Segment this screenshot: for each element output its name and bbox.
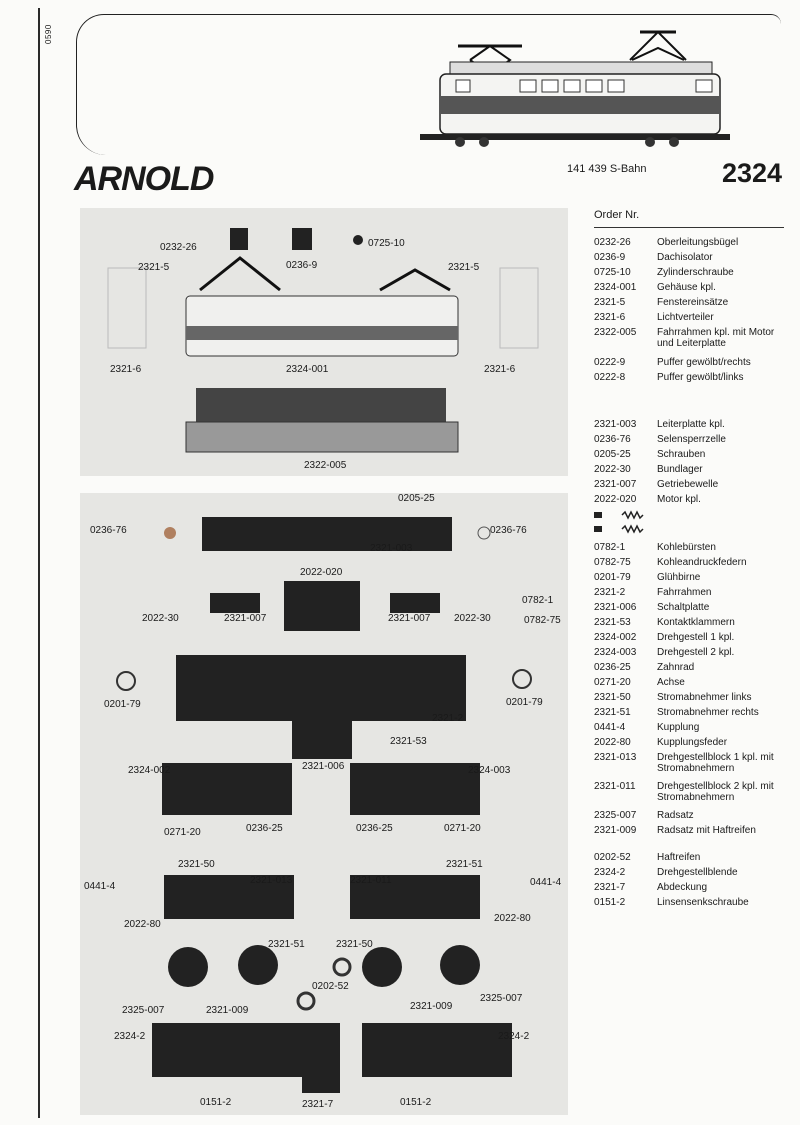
- part-label: 2321-5: [138, 262, 170, 273]
- part-label: 2324-2: [114, 1031, 146, 1042]
- part-description: Drehgestell 2 kpl.: [657, 647, 735, 658]
- exploded-view-body: [80, 208, 568, 476]
- order-number: 0205-25: [594, 449, 631, 460]
- order-number: 2321-2: [594, 587, 626, 598]
- order-number: 2321-011: [594, 781, 636, 792]
- part-label: 2321-50: [336, 939, 373, 950]
- part-description: Getriebewelle: [657, 479, 719, 490]
- part-label: 2321-6: [110, 364, 142, 375]
- order-number: 2321-53: [594, 617, 631, 628]
- part-label: 0202-52: [312, 981, 349, 992]
- part-description: Dachisolator: [657, 252, 713, 263]
- order-number: 2324-002: [594, 632, 637, 643]
- order-number: 2321-51: [594, 707, 631, 718]
- order-number: 0782-75: [594, 557, 631, 568]
- part-description: Glühbirne: [657, 572, 701, 583]
- part-description: Drehgestell 1 kpl.: [657, 632, 735, 643]
- part-label: 2321-51: [268, 939, 305, 950]
- locomotive-illustration: [400, 24, 730, 150]
- part-label: 2022-80: [124, 919, 161, 930]
- part-description: Zylinderschraube: [657, 267, 734, 278]
- part-description: Lichtverteiler: [657, 312, 714, 323]
- brand-logo: ARNOLD: [74, 160, 214, 198]
- part-label: 2022-30: [454, 613, 491, 624]
- part-label: 2022-020: [300, 567, 343, 578]
- order-number: 2022-30: [594, 464, 631, 475]
- part-label: 0151-2: [200, 1097, 232, 1108]
- order-number: 2321-007: [594, 479, 637, 490]
- part-description: Linsensenkschraube: [657, 897, 749, 908]
- order-number: 2324-001: [594, 282, 637, 293]
- part-label: 2325-007: [480, 993, 523, 1004]
- part-label: 2321-007: [224, 613, 267, 624]
- part-label: 2022-80: [494, 913, 531, 924]
- part-description: Motor kpl.: [657, 494, 701, 505]
- part-label: 2321-6: [484, 364, 516, 375]
- order-number: 2022-80: [594, 737, 631, 748]
- part-label: 0441-4: [84, 881, 116, 892]
- order-number: 0236-9: [594, 252, 626, 263]
- order-list-title: Order Nr.: [594, 209, 640, 221]
- part-label: 0236-76: [490, 525, 527, 536]
- order-number: 0202-52: [594, 852, 631, 863]
- order-number: 2321-7: [594, 882, 626, 893]
- order-number: 0782-1: [594, 542, 626, 553]
- exploded-view-chassis: [80, 493, 568, 1115]
- part-label: 2321-51: [446, 859, 483, 870]
- order-number: 0236-25: [594, 662, 631, 673]
- order-number: 0271-20: [594, 677, 631, 688]
- order-number: 2322-005: [594, 327, 637, 338]
- order-number: 2324-2: [594, 867, 626, 878]
- part-label: 2325-007: [122, 1005, 165, 1016]
- part-description: Puffer gewölbt/links: [657, 372, 744, 383]
- order-number: 0232-26: [594, 237, 631, 248]
- part-description: Schaltplatte: [657, 602, 710, 613]
- part-label: 2324-003: [468, 765, 511, 776]
- part-label: 0782-75: [524, 615, 561, 626]
- order-number: 2325-007: [594, 810, 637, 821]
- part-label: 0201-79: [104, 699, 141, 710]
- part-description: Drehgestellblock 2 kpl. mit Stromabnehmern: [657, 781, 774, 803]
- part-label: 0725-10: [368, 238, 405, 249]
- document-code: 0590: [44, 24, 53, 44]
- part-description: Stromabnehmer rechts: [657, 707, 759, 718]
- part-description: Puffer gewölbt/rechts: [657, 357, 751, 368]
- part-label: 2321-2: [432, 713, 464, 724]
- binder-rule: [38, 8, 40, 1118]
- part-label: 2322-005: [304, 460, 347, 471]
- order-number: 0441-4: [594, 722, 626, 733]
- part-description: Bundlager: [657, 464, 703, 475]
- part-description: Kontaktklammern: [657, 617, 735, 628]
- part-label: 0236-25: [356, 823, 393, 834]
- part-label: 2321-009: [206, 1005, 249, 1016]
- part-description: Oberleitungsbügel: [657, 237, 739, 248]
- part-label: 0151-2: [400, 1097, 432, 1108]
- part-label: 2022-30: [142, 613, 179, 624]
- model-number: 2324: [722, 158, 783, 188]
- part-description: Stromabnehmer links: [657, 692, 752, 703]
- part-description: Achse: [657, 677, 685, 688]
- part-description: Leiterplatte kpl.: [657, 419, 725, 430]
- part-description: Radsatz mit Haftreifen: [657, 825, 756, 836]
- part-label: 0232-26: [160, 242, 197, 253]
- part-description: Kupplung: [657, 722, 700, 733]
- order-number: 2321-006: [594, 602, 637, 613]
- part-description: Kohlebürsten: [657, 542, 716, 553]
- part-label: 2324-002: [128, 765, 171, 776]
- order-number: 0725-10: [594, 267, 631, 278]
- order-number: 0201-79: [594, 572, 631, 583]
- part-label: 2324-2: [498, 1031, 530, 1042]
- part-description: Drehgestellblock 1 kpl. mit Stromabnehmern: [657, 752, 774, 774]
- part-label: 2321-50: [178, 859, 215, 870]
- chassis-parts-illustration: [80, 493, 568, 1115]
- part-label: 0782-1: [522, 595, 554, 606]
- part-label: 2321-5: [448, 262, 480, 273]
- order-number: 2022-020: [594, 494, 637, 505]
- part-label: 2321-7: [302, 1099, 334, 1110]
- order-number: 2324-003: [594, 647, 637, 658]
- order-number: 2321-6: [594, 312, 626, 323]
- part-label: 0441-4: [530, 877, 562, 888]
- part-label: 0236-76: [90, 525, 127, 536]
- order-number: 2321-003: [594, 419, 637, 430]
- part-label: 0271-20: [444, 823, 481, 834]
- model-description: 141 439 S-Bahn: [567, 163, 647, 175]
- part-description: Kohleandruckfedern: [657, 557, 747, 568]
- order-list-divider: [594, 227, 784, 228]
- part-description: Selensperrzelle: [657, 434, 726, 445]
- part-description: Radsatz: [657, 810, 694, 821]
- part-description: Fahrrahmen: [657, 587, 712, 598]
- part-label: 2321-007: [388, 613, 431, 624]
- part-description: Abdeckung: [657, 882, 708, 893]
- part-label: 0201-79: [506, 697, 543, 708]
- part-description: Drehgestellblende: [657, 867, 738, 878]
- part-label: 0205-25: [398, 493, 435, 504]
- part-label: 2321-009: [410, 1001, 453, 1012]
- part-description: Kupplungsfeder: [657, 737, 728, 748]
- order-number: 2321-009: [594, 825, 637, 836]
- order-number: 0222-9: [594, 357, 626, 368]
- part-description: Schrauben: [657, 449, 706, 460]
- part-description: Zahnrad: [657, 662, 695, 673]
- part-description: Fahrrahmen kpl. mit Motor und Leiterplatte: [657, 327, 775, 349]
- part-label: 0236-9: [286, 260, 318, 271]
- order-number: 2321-5: [594, 297, 626, 308]
- part-label: 2321-006: [302, 761, 345, 772]
- part-label: 0271-20: [164, 827, 201, 838]
- order-number: 0151-2: [594, 897, 626, 908]
- part-label: 0236-25: [246, 823, 283, 834]
- body-parts-illustration: [80, 208, 568, 476]
- order-number: 2321-013: [594, 752, 637, 763]
- part-description: Fenstereinsätze: [657, 297, 729, 308]
- part-label: 2321-53: [390, 736, 427, 747]
- order-number: 0222-8: [594, 372, 626, 383]
- part-description: Gehäuse kpl.: [657, 282, 716, 293]
- part-label: 2321-013: [250, 875, 293, 886]
- part-label: 2324-001: [286, 364, 329, 375]
- part-description: Haftreifen: [657, 852, 701, 863]
- part-label: 2321-003: [370, 543, 413, 554]
- order-number: 0236-76: [594, 434, 631, 445]
- order-number: 2321-50: [594, 692, 631, 703]
- part-label: 2321-011: [350, 875, 392, 886]
- brush-spring-icon: [592, 510, 652, 536]
